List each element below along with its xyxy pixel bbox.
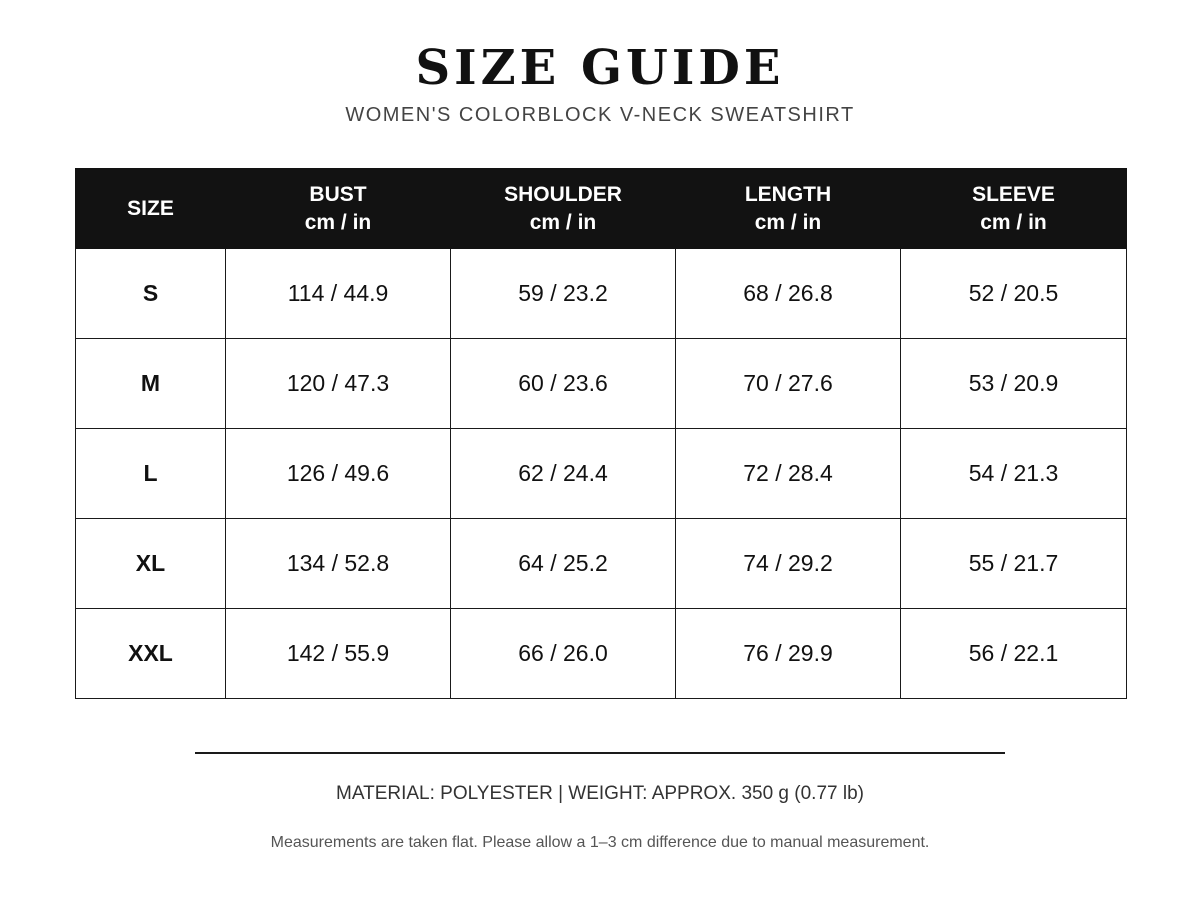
length-cell: 72 / 28.4 xyxy=(676,429,901,519)
bust-cell: 134 / 52.8 xyxy=(226,519,451,609)
sleeve-cell: 53 / 20.9 xyxy=(901,339,1127,429)
product-subtitle: WOMEN'S COLORBLOCK V-NECK SWEATSHIRT xyxy=(345,104,855,126)
column-header-unit: cm / in xyxy=(304,210,372,234)
table-row xyxy=(76,519,1127,609)
column-header-shoulder xyxy=(451,169,676,249)
page-title: SIZE GUIDE xyxy=(415,40,785,96)
measurement-note: Measurements are taken flat. Please allow a 1–3 cm difference due to manual measurement. xyxy=(270,834,930,851)
shoulder-cell: 66 / 26.0 xyxy=(451,609,676,699)
table-row xyxy=(76,429,1127,519)
size-cell: L xyxy=(76,429,226,519)
shoulder-cell: 62 / 24.4 xyxy=(451,429,676,519)
column-header-bust xyxy=(226,169,451,249)
column-header-sleeve xyxy=(901,169,1127,249)
sleeve-cell: 54 / 21.3 xyxy=(901,429,1127,519)
bust-cell: 126 / 49.6 xyxy=(226,429,451,519)
sleeve-cell: 55 / 21.7 xyxy=(901,519,1127,609)
bust-cell: 142 / 55.9 xyxy=(226,609,451,699)
column-header-unit: cm / in xyxy=(980,210,1047,234)
shoulder-cell: 59 / 23.2 xyxy=(451,249,676,339)
shoulder-cell: 64 / 25.2 xyxy=(451,519,676,609)
column-header-unit: cm / in xyxy=(529,210,597,234)
size-table xyxy=(75,168,1127,699)
table-row xyxy=(76,339,1127,429)
table-row xyxy=(76,249,1127,339)
length-cell: 74 / 29.2 xyxy=(676,519,901,609)
length-cell: 68 / 26.8 xyxy=(676,249,901,339)
sleeve-cell: 56 / 22.1 xyxy=(901,609,1127,699)
length-cell: 76 / 29.9 xyxy=(676,609,901,699)
column-header-unit: cm / in xyxy=(754,210,822,234)
length-cell: 70 / 27.6 xyxy=(676,339,901,429)
size-cell: XL xyxy=(76,519,226,609)
size-cell: XXL xyxy=(76,609,226,699)
bust-cell: 114 / 44.9 xyxy=(226,249,451,339)
column-header-label: SIZE xyxy=(127,196,174,220)
sleeve-cell: 52 / 20.5 xyxy=(901,249,1127,339)
table-row xyxy=(76,609,1127,699)
table-header-row xyxy=(76,169,1127,249)
column-header-label: SLEEVE xyxy=(972,182,1055,206)
column-header-label: SHOULDER xyxy=(504,182,622,206)
column-header-size xyxy=(76,169,226,249)
bust-cell: 120 / 47.3 xyxy=(226,339,451,429)
column-header-label: LENGTH xyxy=(744,182,832,206)
divider xyxy=(195,752,1005,754)
column-header-label: BUST xyxy=(309,182,367,206)
column-header-length xyxy=(676,169,901,249)
size-cell: M xyxy=(76,339,226,429)
material-info: MATERIAL: POLYESTER | WEIGHT: APPROX. 350 g (0.77 lb) xyxy=(336,783,864,804)
size-cell: S xyxy=(76,249,226,339)
shoulder-cell: 60 / 23.6 xyxy=(451,339,676,429)
